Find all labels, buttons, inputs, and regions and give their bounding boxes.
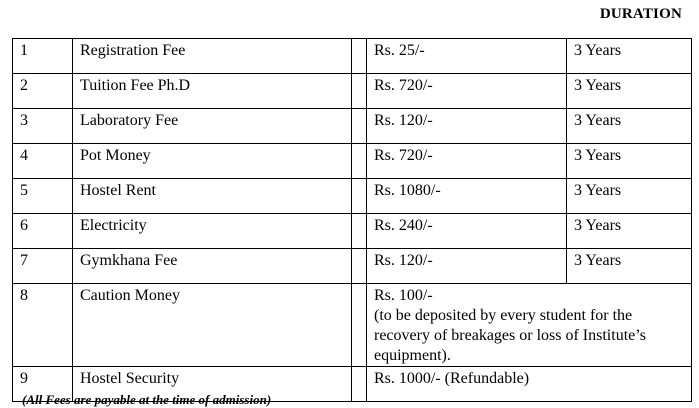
- fee-amount: Rs. 1000/- (Refundable): [367, 367, 692, 402]
- table-row: [13, 214, 692, 249]
- fee-duration: 3 Years: [567, 214, 692, 249]
- fee-duration: 3 Years: [567, 249, 692, 284]
- table-row: [13, 74, 692, 109]
- table-row: [13, 109, 692, 144]
- fee-amount: Rs. 100/-: [374, 287, 433, 304]
- fee-item: Electricity: [73, 214, 352, 249]
- fee-duration: 3 Years: [567, 74, 692, 109]
- caution-amount-cell: [367, 284, 692, 367]
- table-row: [13, 179, 692, 214]
- table-row-caution-money: [13, 284, 692, 367]
- spacer-cell: [352, 249, 367, 284]
- row-number: 4: [13, 144, 73, 179]
- row-number: 6: [13, 214, 73, 249]
- spacer-cell: [352, 284, 367, 367]
- caution-note: (to be deposited by every student for the recovery of breakages or loss of Institute’s equipment).: [374, 307, 646, 364]
- fee-item: Caution Money: [73, 284, 352, 367]
- spacer-cell: [352, 109, 367, 144]
- fee-amount: Rs. 25/-: [367, 39, 567, 74]
- spacer-cell: [352, 367, 367, 402]
- table-row: [13, 249, 692, 284]
- table-row: [13, 39, 692, 74]
- fee-amount: Rs. 240/-: [367, 214, 567, 249]
- row-number: 8: [13, 284, 73, 367]
- row-number: 9: [13, 367, 73, 402]
- row-number: 5: [13, 179, 73, 214]
- row-number: 7: [13, 249, 73, 284]
- fee-item: Hostel Security: [73, 367, 352, 402]
- spacer-cell: [352, 144, 367, 179]
- fee-amount: Rs. 720/-: [367, 144, 567, 179]
- duration-header: DURATION: [599, 6, 682, 22]
- fee-amount: Rs. 1080/-: [367, 179, 567, 214]
- spacer-cell: [352, 179, 367, 214]
- fee-duration: 3 Years: [567, 39, 692, 74]
- spacer-cell: [352, 74, 367, 109]
- fee-item: Gymkhana Fee: [73, 249, 352, 284]
- fee-item: Tuition Fee Ph.D: [73, 74, 352, 109]
- spacer-cell: [352, 214, 367, 249]
- fee-item: Laboratory Fee: [73, 109, 352, 144]
- fee-item: Registration Fee: [73, 39, 352, 74]
- fee-amount: Rs. 120/-: [367, 249, 567, 284]
- fee-item: Pot Money: [73, 144, 352, 179]
- fee-duration: 3 Years: [567, 144, 692, 179]
- spacer-cell: [352, 39, 367, 74]
- fee-duration: 3 Years: [567, 179, 692, 214]
- fee-amount: Rs. 120/-: [367, 109, 567, 144]
- fee-table: [12, 38, 692, 402]
- row-number: 2: [13, 74, 73, 109]
- table-row: [13, 144, 692, 179]
- row-number: 1: [13, 39, 73, 74]
- fee-duration: 3 Years: [567, 109, 692, 144]
- footnote: (All Fees are payable at the time of admission): [22, 392, 272, 407]
- row-number: 3: [13, 109, 73, 144]
- fee-amount: Rs. 720/-: [367, 74, 567, 109]
- fee-item: Hostel Rent: [73, 179, 352, 214]
